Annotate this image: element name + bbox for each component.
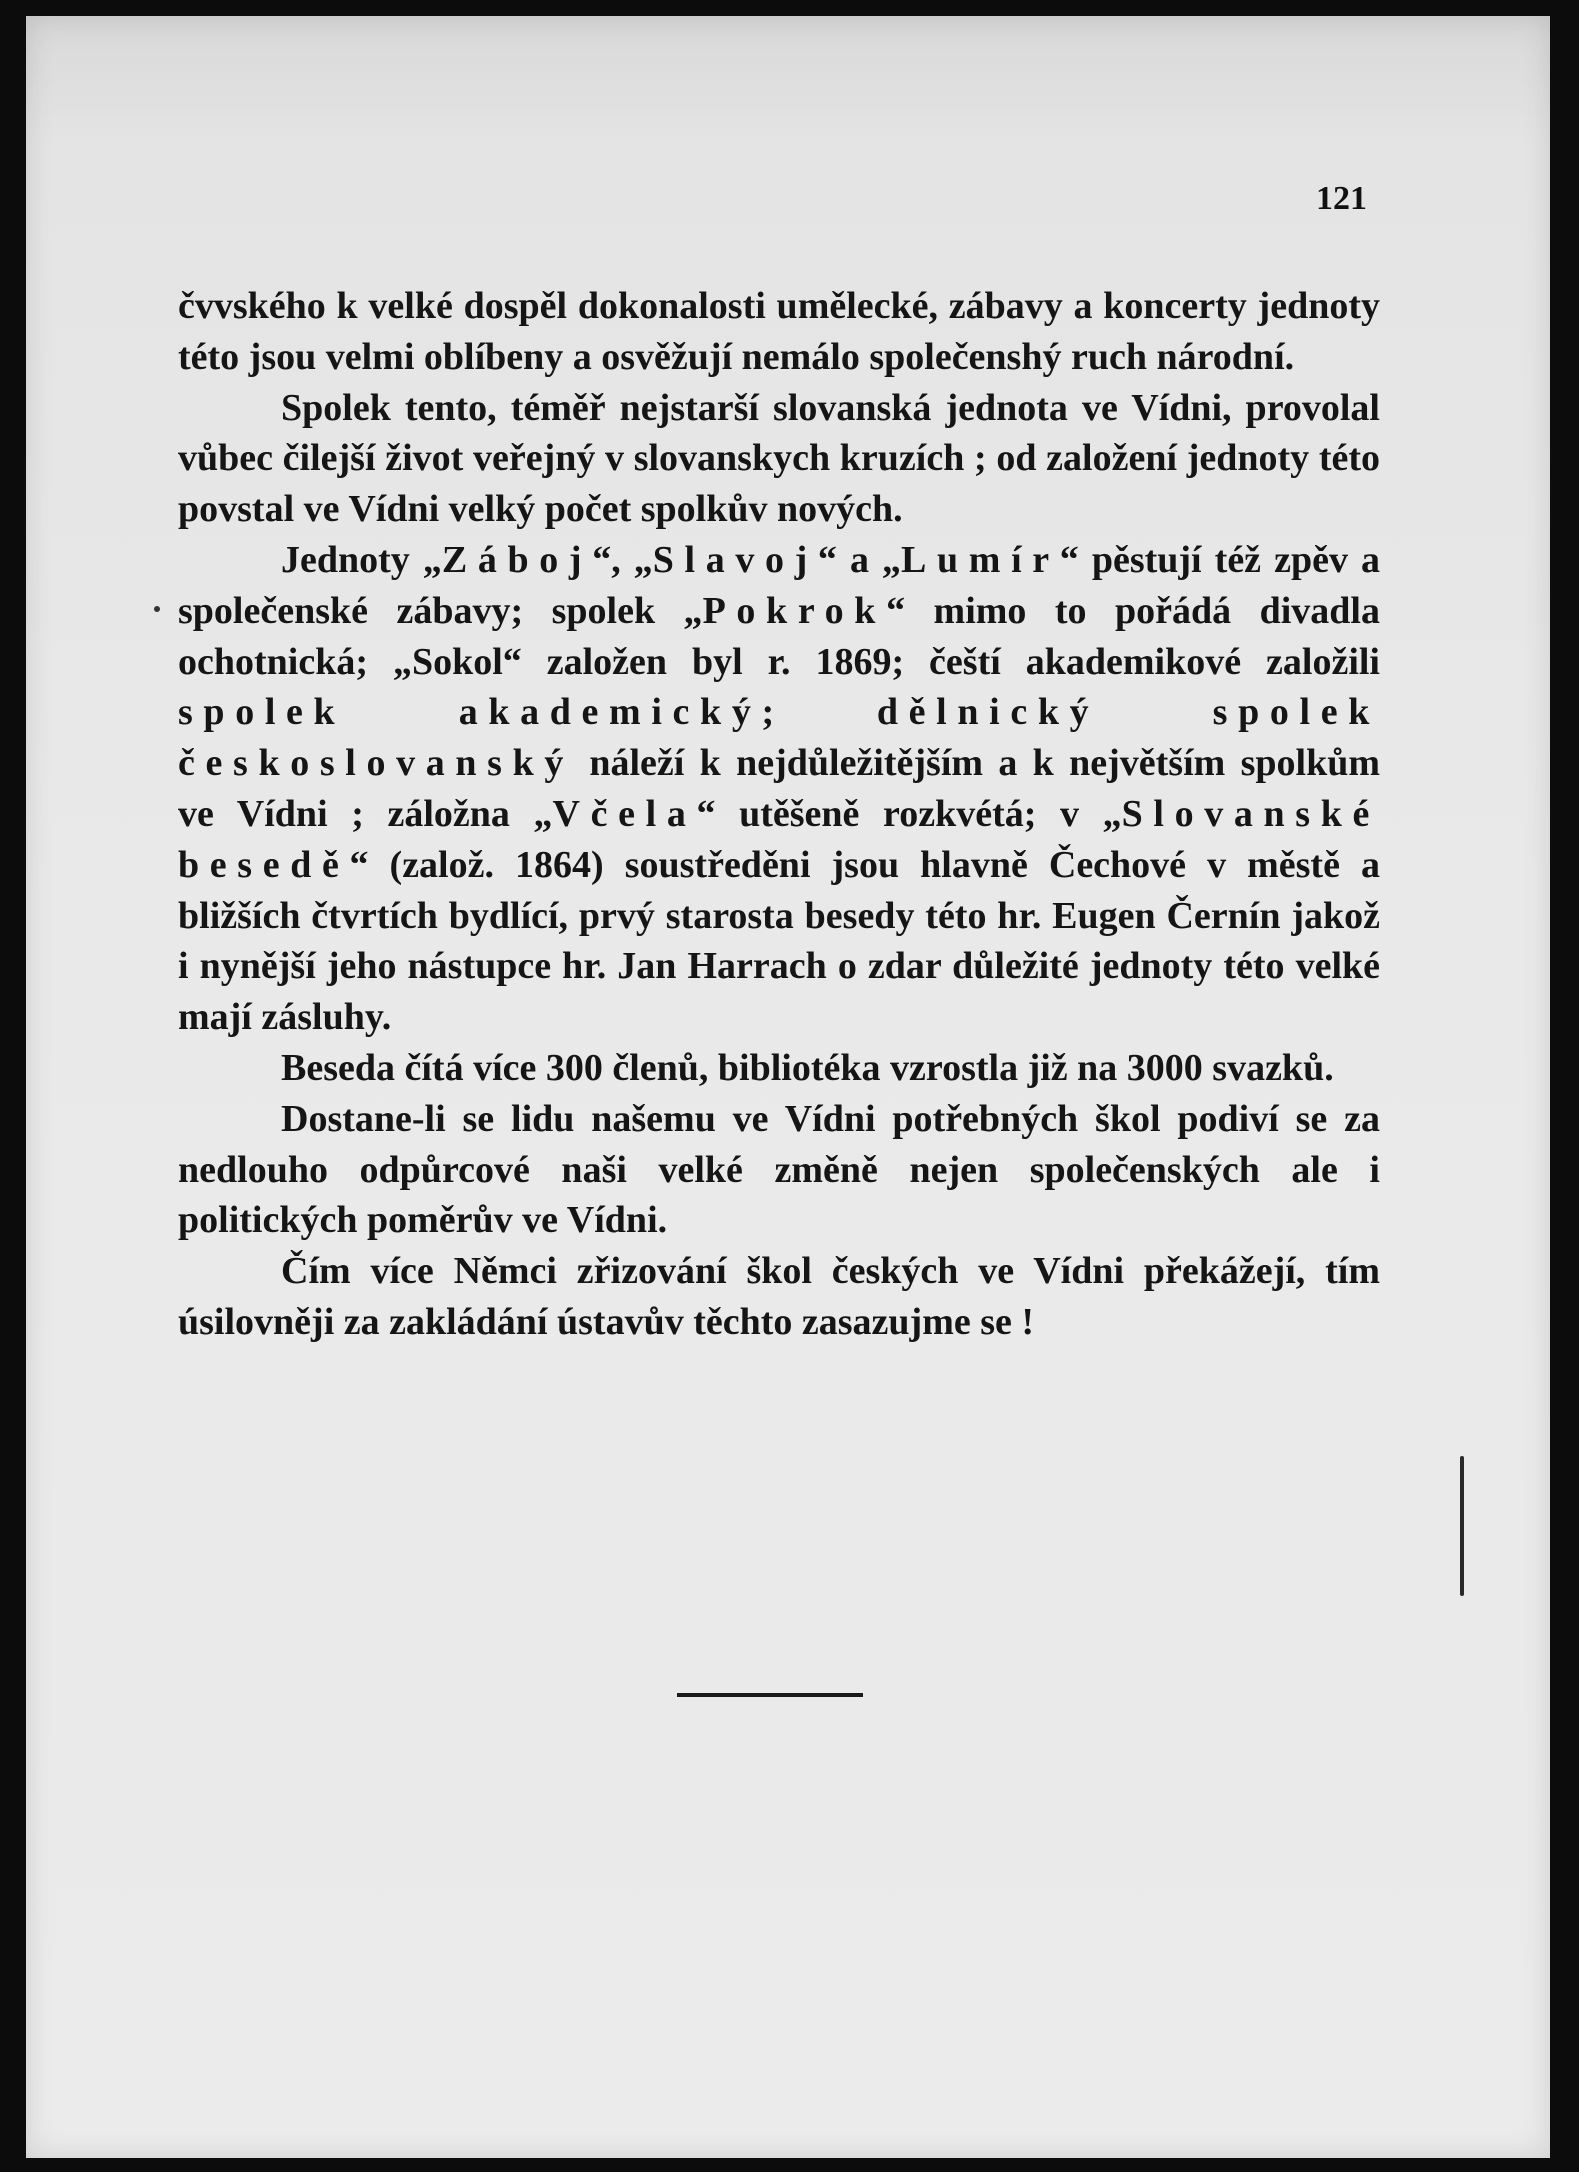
spaced-name: Včela: [552, 792, 697, 835]
text-run: čvvského k velké dospěl dokonalosti umělecké, zábavy a koncerty jednoty této jsou velmi oblíbeny a osvěžují nemálo společenshý ruch národní.: [178, 285, 1380, 378]
paragraph: [178, 1246, 1380, 1348]
margin-bracket: [1460, 1456, 1464, 1596]
spaced-name: spolek akademický: [178, 691, 762, 734]
spaced-name: Lumír: [901, 538, 1060, 581]
text-run: ;: [761, 691, 877, 734]
text-run: Beseda čítá více 300 členů, bibliotéka vzrostla již na 3000 svazků.: [281, 1046, 1334, 1089]
text-run: “, „: [592, 538, 653, 581]
spaced-name: Pokrok: [702, 589, 887, 632]
text-run: Čím více Němci zřizování škol českých ve Vídni překážejí, tím úsilovněji za zakládání ústavův těchto zasazujme se !: [178, 1250, 1380, 1343]
spaced-name: Záboj: [441, 538, 593, 581]
book-page: [26, 16, 1550, 2158]
text-run: Jednoty „: [281, 538, 442, 581]
text-run: náleží k nejdůležitějším a k největším spolkům ve Vídni ; záložna „: [178, 742, 1380, 835]
text-run: Dostane-li se lidu našemu ve Vídni potřebných škol podiví se za nedlouho odpůrcové naši velké změně nejen společenských ale i politických poměrův ve Vídni.: [178, 1097, 1380, 1242]
text-run: “ utěšeně rozkvétá; v „: [696, 792, 1122, 835]
paragraph: [178, 1094, 1380, 1246]
text-run: “ a „: [817, 538, 902, 581]
spaced-name: Slovanské besedě: [178, 792, 1380, 886]
stray-mark: [154, 606, 160, 612]
body-text: [178, 281, 1380, 1348]
spaced-name: Slavoj: [652, 538, 818, 581]
paragraph: [178, 535, 1380, 1043]
text-run: “ (založ. 1864) soustředěni jsou hlavně Čechové v městě a bližších čtvrtích bydlící, prvý starosta besedy této hr. Eugen Černín jakož i nynější jeho nástupce hr. Jan Harrach o zdar důležité jednoty této velké mají zásluhy.: [178, 843, 1380, 1039]
end-rule: [677, 1693, 863, 1697]
text-run: Spolek tento, téměř nejstarší slovanská jednota ve Vídni, provolal vůbec čilejší život veřejný v slovanskych kruzích ; od založení jednoty této povstal ve Vídni velký počet spolkův nových.: [178, 386, 1380, 531]
paragraph: [178, 281, 1380, 383]
text-run: “ pěstují též zpěv a společenské zábavy; spolek „: [178, 538, 1381, 632]
paragraph: [178, 1043, 1380, 1094]
paragraph: [178, 383, 1380, 535]
text-run: “ mimo to pořádá divadla ochotnická; „Sokol“ založen byl r. 1869; čeští akademikové založili: [178, 589, 1380, 683]
page-number: 121: [1316, 180, 1367, 217]
spaced-name: dělnický spolek českoslovanský: [178, 691, 1380, 785]
